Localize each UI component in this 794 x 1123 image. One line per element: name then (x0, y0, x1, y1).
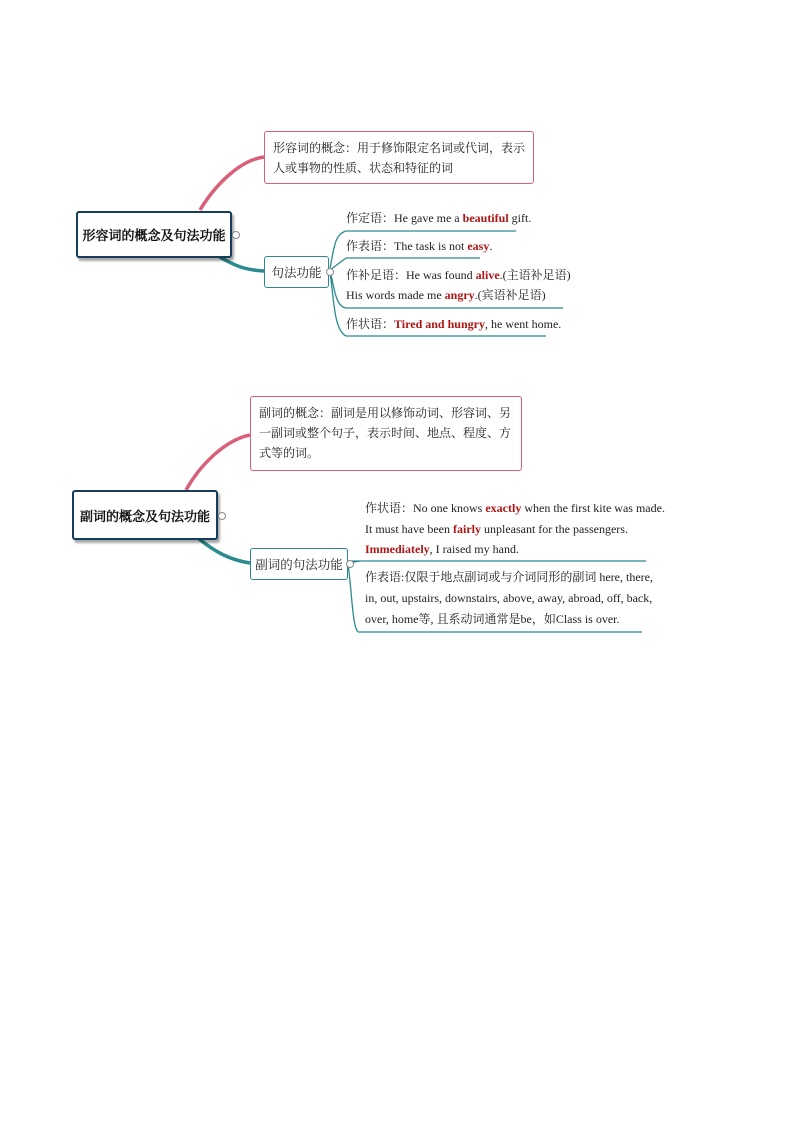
leaf-adverbial-3: Immediately, I raised my hand. (365, 542, 519, 556)
branch-concept-2 (186, 435, 250, 490)
branch-concept-1 (200, 157, 264, 210)
leaf-complement-object: His words made me angry.(宾语补足语) (346, 288, 546, 302)
function-node-adverb[interactable] (250, 548, 348, 580)
leaf-adverbial: 作状语：Tired and hungry, he went home. (346, 317, 562, 331)
leaf-predicative-1: 作表语:仅限于地点副词或与介词同形的副词 here, there, (365, 570, 653, 584)
function-node-adjective[interactable] (264, 256, 329, 288)
collapse-toggle[interactable] (218, 512, 226, 520)
leaf-predicative-3: over, home等, 且系动词通常是be，如Class is over. (365, 612, 620, 626)
leaf-attributive: 作定语：He gave me a beautiful gift. (346, 211, 532, 225)
concept-text: 形容词的概念：用于修饰限定名词或代词，表示人或事物的性质、状态和特征的词 (273, 141, 526, 175)
collapse-toggle[interactable] (326, 268, 334, 276)
root-label: 副词的概念及句法功能 (79, 509, 210, 525)
concept-node-adjective[interactable] (264, 131, 534, 184)
leaf-adverbial-2: It must have been fairly unpleasant for the passengers. (365, 522, 628, 536)
root-label: 形容词的概念及句法功能 (82, 229, 226, 244)
concept-node-adverb[interactable] (250, 396, 522, 471)
collapse-toggle[interactable] (346, 560, 354, 568)
leaf-complement: 作补足语：He was found alive.(主语补足语) (346, 268, 571, 282)
branch-function-2 (198, 538, 250, 563)
collapse-toggle[interactable] (232, 231, 240, 239)
leaf-bracket-1 (330, 231, 346, 336)
leaf-predicative-2: in, out, upstairs, downstairs, above, away, abroad, off, back, (365, 591, 653, 605)
function-label: 句法功能 (271, 265, 322, 280)
concept-text: 副词的概念：副词是用以修饰动词、形容词、另一副词或整个句子，表示时间、地点、程度、方式等的词。 (259, 406, 512, 460)
branch-function-1 (218, 256, 264, 271)
function-label: 副词的句法功能 (255, 557, 343, 572)
leaf-bracket-2 (348, 561, 360, 632)
leaf-adverbial-1: 作状语：No one knows exactly when the first kite was made. (365, 501, 665, 515)
leaf-predicative: 作表语：The task is not easy. (346, 239, 493, 253)
root-node-adverb[interactable] (72, 490, 218, 540)
root-node-adjective[interactable] (76, 211, 232, 258)
